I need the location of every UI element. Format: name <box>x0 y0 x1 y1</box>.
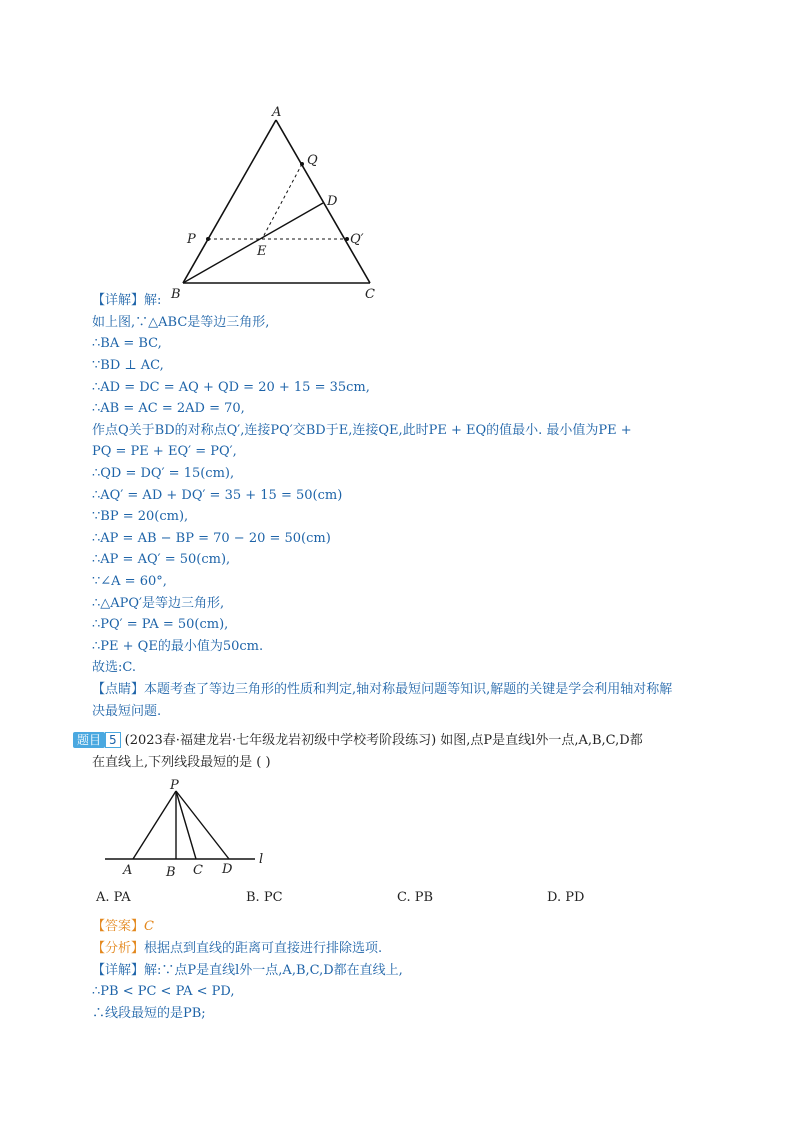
segment-qe <box>262 164 302 239</box>
solution-line: 故选:C. <box>92 660 136 675</box>
question-text-line2: 在直线上,下列线段最短的是 ( ) <box>92 755 271 770</box>
label-q: Q <box>307 153 318 168</box>
side-ac <box>276 120 370 283</box>
solution-line: ∴AQ′ = AD + DQ′ = 35 + 15 = 50(cm) <box>92 488 343 503</box>
label-a: A <box>272 105 282 120</box>
detail-line: ∴PB < PC < PA < PD, <box>92 984 235 999</box>
solution-line: ∵∠A = 60°, <box>92 574 167 589</box>
label-c: C <box>365 287 375 300</box>
label-d: D <box>327 194 338 209</box>
option-a[interactable]: A. PA <box>96 890 131 905</box>
solution-line: ∴AB = AC = 2AD = 70, <box>92 401 245 416</box>
label-q-prime: Q′ <box>350 232 364 247</box>
solution-line: ∵BD ⊥ AC, <box>92 358 164 373</box>
solution-line: 【详解】解: <box>92 293 162 308</box>
question-badge: 题目 <box>73 732 105 748</box>
detail-line: 【详解】解:∵点P是直线l外一点,A,B,C,D都在直线上, <box>92 963 403 978</box>
option-b[interactable]: B. PC <box>246 890 283 905</box>
detail-line: ∴线段最短的是PB; <box>92 1006 206 1021</box>
label-a2: A <box>123 863 133 878</box>
solution-line: ∴BA = BC, <box>92 336 162 351</box>
solution-line: ∴△APQ′是等边三角形, <box>92 596 225 611</box>
segment-bd <box>183 203 323 283</box>
option-d[interactable]: D. PD <box>547 890 585 905</box>
point-line-figure <box>100 770 280 885</box>
label-l2: l <box>259 852 264 867</box>
question-number: 5 <box>105 732 121 748</box>
solution-line: ∴AP = AB − BP = 70 − 20 = 50(cm) <box>92 531 331 546</box>
solution-line: 决最短问题. <box>92 704 162 719</box>
segment-pc <box>176 791 196 859</box>
label-d2: D <box>222 862 233 877</box>
label-p2: P <box>170 778 179 793</box>
solution-line: ∵BP = 20(cm), <box>92 509 189 524</box>
label-e: E <box>257 244 267 259</box>
solution-line: ∴AP = AQ′ = 50(cm), <box>92 552 231 567</box>
solution-line: 【点睛】本题考查了等边三角形的性质和判定,轴对称最短问题等知识,解题的关键是学会利用轴对称解 <box>92 682 673 697</box>
label-b2: B <box>166 865 176 880</box>
option-c[interactable]: C. PB <box>397 890 434 905</box>
question-text-line1: (2023春·福建龙岩·七年级龙岩初级中学校考阶段练习) 如图,点P是直线l外一点,A,B,C,D都 <box>124 733 643 748</box>
solution-line: ∴QD = DQ′ = 15(cm), <box>92 466 235 481</box>
solution-line: 如上图,∵△ABC是等边三角形, <box>92 315 270 330</box>
solution-line: PQ = PE + EQ′ = PQ′, <box>92 444 237 459</box>
label-c2: C <box>193 863 203 878</box>
triangle-figure <box>160 100 400 300</box>
analysis-line: 【分析】根据点到直线的距离可直接进行排除选项. <box>92 941 383 956</box>
solution-line: 作点Q关于BD的对称点Q′,连接PQ′交BD于E,连接QE,此时PE + EQ的值最小. 最小值为PE + <box>92 423 632 438</box>
point-p <box>206 237 210 241</box>
segment-pa <box>133 791 176 859</box>
segment-pd <box>176 791 229 859</box>
label-p: P <box>187 232 196 247</box>
question-5-header <box>73 730 643 751</box>
answer-line: 【答案】C <box>92 919 154 934</box>
label-b: B <box>171 287 181 300</box>
point-q-prime <box>345 237 349 241</box>
solution-line: ∴PQ′ = PA = 50(cm), <box>92 617 229 632</box>
solution-line: ∴AD = DC = AQ + QD = 20 + 15 = 35cm, <box>92 380 370 395</box>
point-q <box>300 162 304 166</box>
solution-line: ∴PE + QE的最小值为50cm. <box>92 639 264 654</box>
